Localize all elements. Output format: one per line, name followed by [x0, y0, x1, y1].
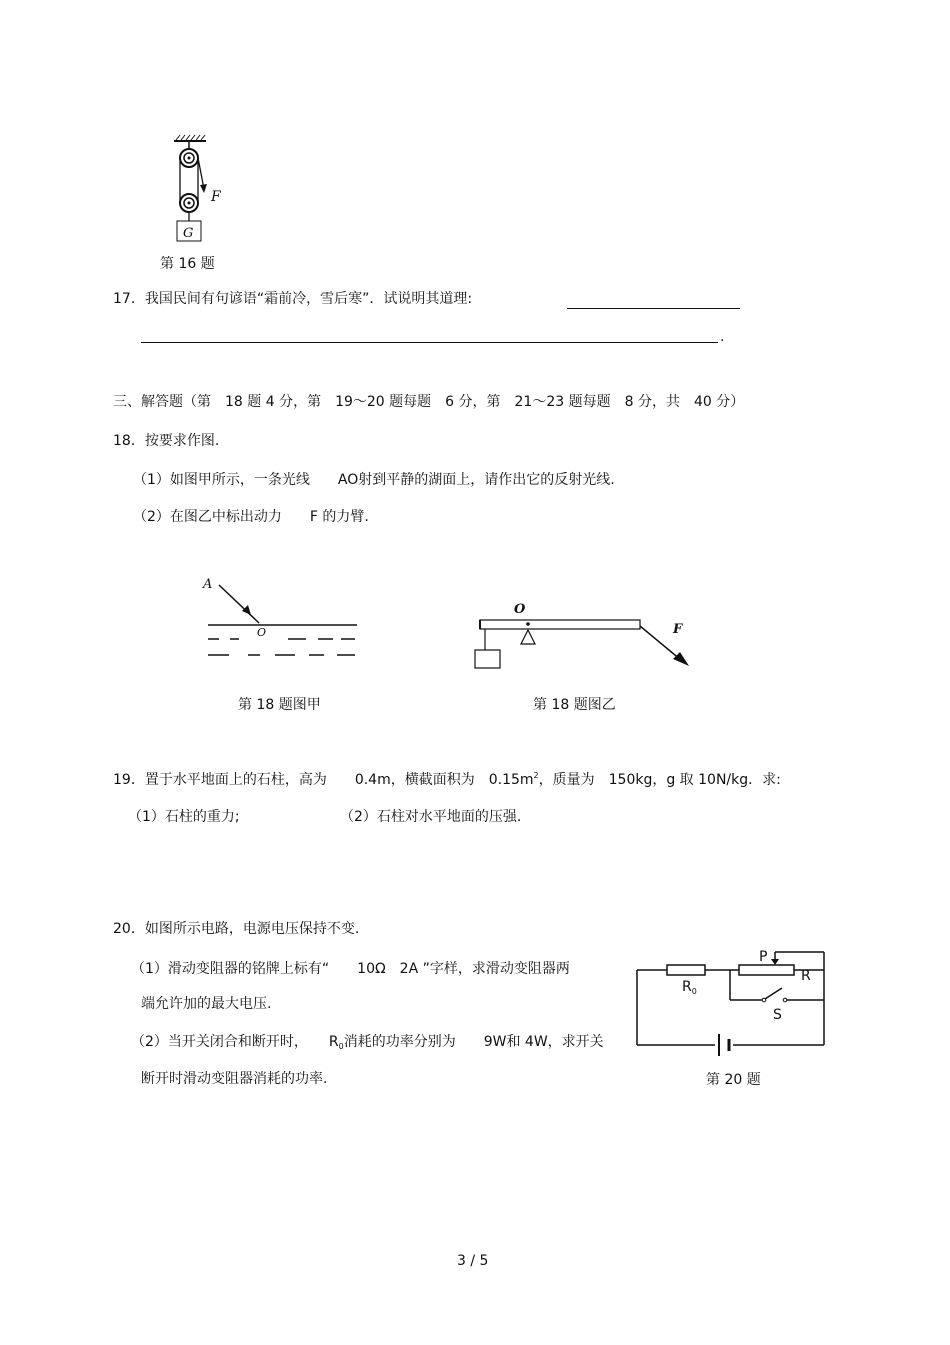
answer-line-end: .: [720, 329, 725, 345]
lever-figure: [470, 600, 700, 675]
question-19-part-1: （1）石柱的重力;: [128, 809, 240, 825]
figure-16-caption: 第 16 题: [160, 256, 215, 272]
question-20-part-2-line-2: 断开时滑动变阻器消耗的功率.: [141, 1071, 328, 1087]
figure-18b-caption: 第 18 题图乙: [533, 697, 616, 713]
area-unit-superscript: 2: [533, 771, 539, 780]
resistor-label-r0-sub: 0: [691, 987, 697, 996]
fulcrum-label-o: O: [514, 602, 526, 617]
question-20-stem: 20．如图所示电路，电源电压保持不变.: [113, 921, 360, 937]
question-20-part-1-line-1: （1）滑动变阻器的铭牌上标有“ 10Ω 2A ”字样，求滑动变阻器两: [131, 961, 570, 977]
incidence-point-label-o: O: [257, 626, 267, 639]
question-19-stem: [113, 772, 781, 787]
pulley-figure: [160, 135, 260, 255]
ray-label-a: A: [203, 577, 213, 592]
question-18-stem: 18．按要求作图.: [113, 433, 220, 449]
figure-18a-caption: 第 18 题图甲: [238, 697, 321, 713]
question-18-part-1: （1）如图甲所示，一条光线 AO射到平静的湖面上，请作出它的反射光线.: [133, 472, 615, 488]
question-17-text: 17．我国民间有句谚语“霜前冷，雪后寒”．试说明其道理:: [113, 291, 473, 307]
page-number: 3 / 5: [457, 1253, 489, 1269]
weight-label-g: G: [183, 226, 194, 241]
section-3-heading: 三、解答题（第 18 题 4 分，第 19～20 题每题 6 分，第 21～23 题每题 8 分，共 40 分）: [113, 394, 745, 410]
switch-label-s: S: [773, 1007, 782, 1023]
question-20-part-1-line-2: 端允许加的最大电压.: [141, 996, 272, 1012]
question-18-part-2: （2）在图乙中标出动力 F 的力臂.: [133, 509, 369, 525]
r0-subscript: 0: [338, 1042, 344, 1051]
lever-force-label-f: F: [673, 622, 683, 637]
question-20-part-2-a: （2）当开关闭合和断开时， R: [131, 1034, 339, 1050]
question-19-stem-a: 19．置于水平地面上的石柱，高为 0.4m，横截面积为 0.15m: [113, 772, 534, 788]
rheostat-label-r: R: [801, 968, 811, 984]
question-20-part-2-b: 消耗的功率分别为 9W和 4W，求开关: [343, 1034, 604, 1050]
figure-20-caption: 第 20 题: [706, 1072, 761, 1088]
force-label-f: F: [211, 189, 221, 205]
slider-label-p: P: [759, 949, 768, 965]
question-19-stem-b: ，质量为 150kg，g 取 10N/kg．求:: [538, 772, 781, 788]
circuit-figure: [632, 945, 832, 1065]
light-reflection-figure: [203, 575, 363, 660]
resistor-label-r0: [682, 980, 697, 996]
answer-line-17a: [567, 308, 740, 309]
question-20-part-2-line-1: [131, 1035, 604, 1051]
question-19-part-2: （2）石柱对水平地面的压强.: [340, 809, 522, 825]
resistor-label-r0-letter: R: [682, 979, 692, 995]
answer-line-17b: [141, 342, 718, 343]
